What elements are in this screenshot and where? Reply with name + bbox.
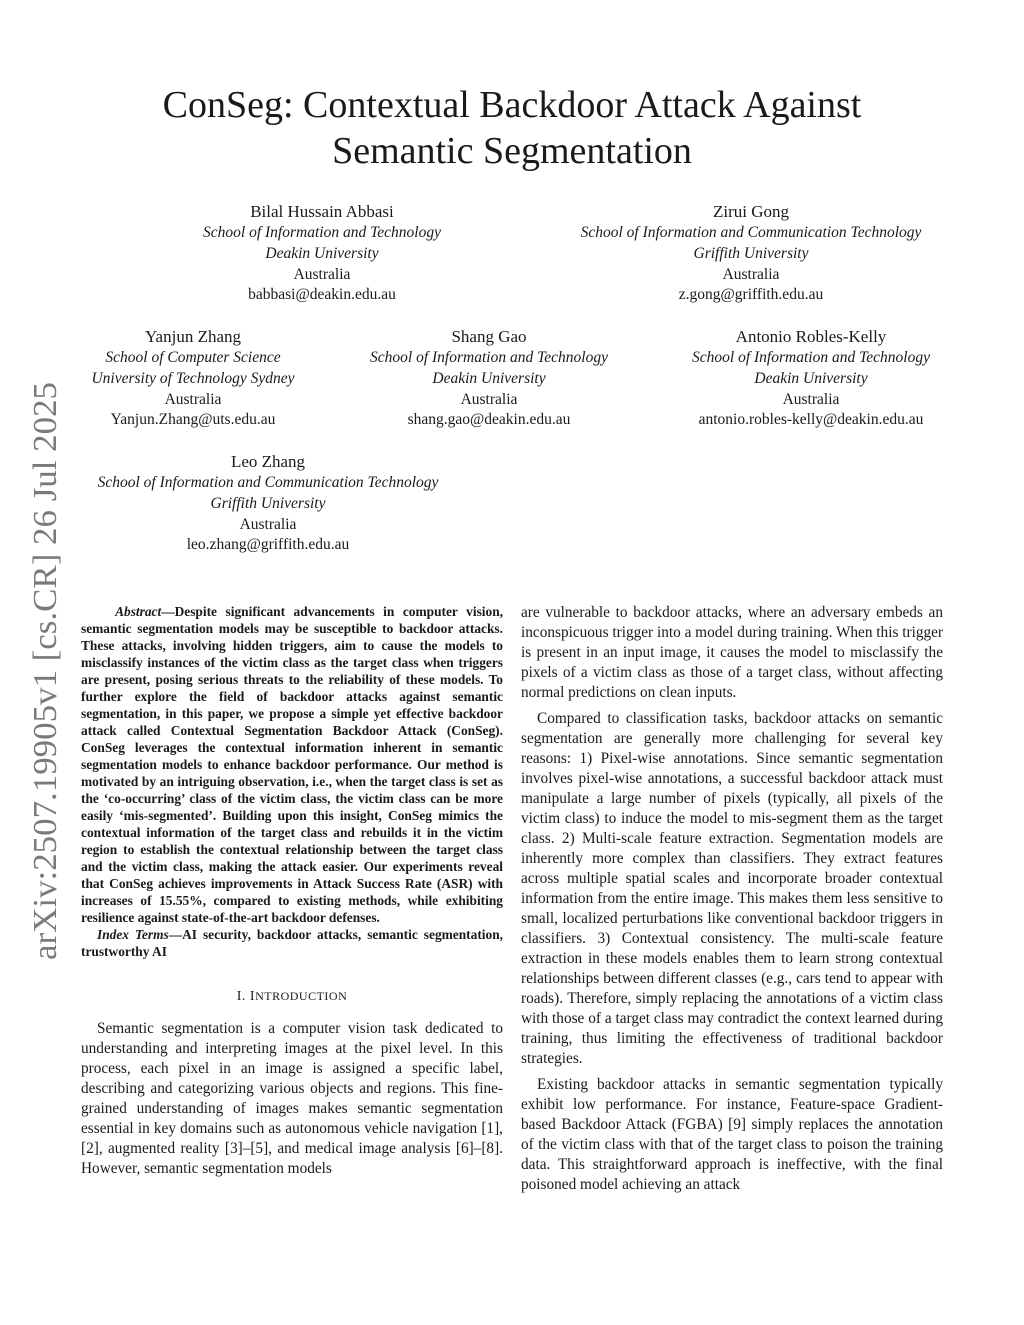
section-title-initial: I <box>249 989 256 1004</box>
author-country: Australia <box>782 390 840 408</box>
author-email: Yanjun.Zhang@uts.edu.au <box>110 411 276 429</box>
author-department: School of Information and Communication Technology <box>580 224 922 241</box>
author-country: Australia <box>722 265 780 283</box>
author-name: Leo Zhang <box>230 452 306 471</box>
author-country: Australia <box>239 515 297 533</box>
author-institution: Deakin University <box>432 369 546 387</box>
paper-title-line-2: Semantic Segmentation <box>332 130 692 172</box>
arxiv-identifier-stamp <box>18 380 70 960</box>
author-department: School of Computer Science <box>105 349 281 366</box>
author-name: Antonio Robles-Kelly <box>735 327 887 346</box>
right-column <box>521 603 943 1195</box>
author-block-gong <box>541 201 961 306</box>
arxiv-identifier-text: arXiv:2507.19905v1 [cs.CR] 26 Jul 2025 <box>27 397 64 960</box>
author-country: Australia <box>293 265 351 283</box>
author-block-abbasi <box>172 201 472 306</box>
left-column <box>81 603 503 1179</box>
intro-paragraph-3: Existing backdoor attacks in semantic segmentation typically exhibit low performance. For instance, Feature-space Gradient-based Backdoor Attack (FGBA) [9] simply replaces the annotation of the victim class with that of the target class to poison the training data. This straightforward approach is ineffective, with the final poisoned model achieving an attack <box>521 1076 943 1193</box>
author-email: leo.zhang@griffith.edu.au <box>186 536 350 554</box>
abstract-label: Abstract <box>115 604 162 619</box>
abstract-text: —Despite significant advancements in computer vision, semantic segmentation models may be susceptible to backdoor attacks. These attacks, involving hidden triggers, aim to cause the models to misclassify instances of the victim class as the target class when triggers are present, posing serious threats to the reliability of these models. To further explore the field of backdoor attacks against semantic segmentation, in this paper, we propose a simple yet effective backdoor attack called Contextual Segmentation Backdoor Attack (ConSeg). ConSeg leverages the contextual information inherent in semantic segmentation models to enhance backdoor performance. Our method is motivated by an intriguing observation, i.e., when the target class is set as the ‘co-occurring’ class of the victim class, the victim class can be more easily ‘mis-segmented’. Building upon this insight, ConSeg mimics the contextual information of the target class and rebuilds it in the victim region to establish the contextual relationship between the target class and the victim class, making the attack easier. Our experiments reveal that ConSeg achieves improvements in Attack Success Rate (ASR) with increases of 15.55%, compared to existing methods, while exhibiting resilience against state-of-the-art backdoor defenses. <box>81 604 503 925</box>
author-name: Shang Gao <box>451 327 527 346</box>
author-block-leo-zhang <box>68 451 468 556</box>
author-block-robles-kelly <box>666 326 956 431</box>
author-name: Yanjun Zhang <box>144 327 242 346</box>
abstract <box>81 603 503 926</box>
author-email: babbasi@deakin.edu.au <box>248 286 396 304</box>
paper-title-line-1: ConSeg: Contextual Backdoor Attack Against <box>162 84 862 126</box>
author-email: z.gong@griffith.edu.au <box>678 286 824 304</box>
author-institution: Griffith University <box>693 244 809 262</box>
index-terms-label: Index Terms <box>97 927 169 942</box>
author-department: School of Information and Technology <box>370 349 608 366</box>
intro-paragraph-1-continued: are vulnerable to backdoor attacks, where an adversary embeds an inconspicuous trigger into a model during training. When this trigger is present in an input image, it causes the model to misclassify the pixels of a victim class as those of a target class, without affecting normal predictions on clean inputs. <box>521 604 944 701</box>
author-institution: Deakin University <box>265 244 379 262</box>
author-name: Bilal Hussain Abbasi <box>250 202 394 221</box>
index-terms-text: —AI security, backdoor attacks, semantic segmentation, trustworthy AI <box>81 927 504 959</box>
author-department: School of Information and Technology <box>692 349 930 366</box>
section-heading-introduction <box>81 986 503 1007</box>
author-department: School of Information and Communication Technology <box>97 474 439 491</box>
author-name: Zirui Gong <box>712 202 790 221</box>
author-country: Australia <box>460 390 518 408</box>
author-institution: University of Technology Sydney <box>91 369 295 387</box>
section-title-rest: NTRODUCTION <box>255 989 348 1003</box>
author-block-shang-gao <box>344 326 634 431</box>
author-country: Australia <box>164 390 222 408</box>
author-department: School of Information and Technology <box>203 224 441 241</box>
intro-paragraph-2: Compared to classification tasks, backdoor attacks on semantic segmentation are generally more challenging for several key reasons: 1) Pixel-wise annotations. Since semantic segmentation involves pixel-wise annotations, a successful backdoor attack must manipulate a large number of pixels (typically, all pixels of the victim class) to induce the model to mis-segment them as the target class. 2) Multi-scale feature extraction. Segmentation models are inherently more complex than classifiers. They extract features across multiple spatial scales and incorporate broader contextual information from the entire image. This makes them less sensitive to small, localized perturbations like conventional backdoor triggers in classifiers. 3) Contextual consistency. The multi-scale feature extraction in these models enables them to learn strong contextual relationships between different classes (e.g., cars tend to appear with roads). Therefore, simply replacing the annotations of a victim class with those of a target class may contradict the context learned during training, thus limiting the effectiveness of traditional backdoor strategies. <box>521 710 943 1067</box>
section-number: I. <box>236 989 250 1004</box>
author-email: shang.gao@deakin.edu.au <box>407 411 571 429</box>
index-terms <box>81 926 503 960</box>
author-email: antonio.robles-kelly@deakin.edu.au <box>698 411 924 429</box>
author-block-yanjun-zhang <box>68 326 318 431</box>
paper-title <box>80 82 944 174</box>
author-institution: Griffith University <box>210 494 326 512</box>
author-institution: Deakin University <box>754 369 868 387</box>
intro-paragraph-1: Semantic segmentation is a computer vision task dedicated to understanding and interpreting images at the pixel level. In this process, each pixel in an image is assigned a specific label, describing and categorizing various objects and regions. This fine-grained understanding of images makes semantic segmentation essential in key domains such as autonomous vehicle navigation [1], [2], augmented reality [3]–[5], and medical image analysis [6]–[8]. However, semantic segmentation models <box>81 1020 503 1177</box>
